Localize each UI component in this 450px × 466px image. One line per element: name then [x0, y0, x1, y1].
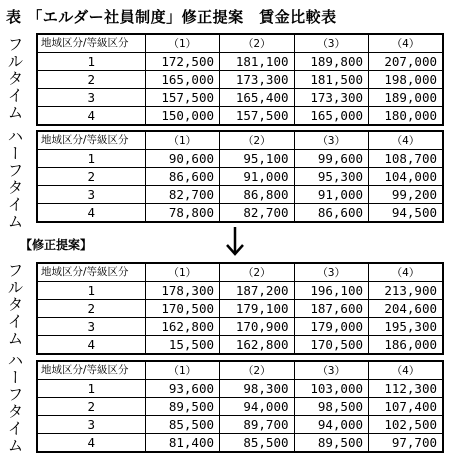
full-time-label-text: フルタイム — [5, 36, 24, 121]
wage-cell: 94,500 — [369, 204, 444, 223]
region-cell: 2 — [37, 168, 145, 186]
wage-cell: 180,000 — [369, 107, 444, 126]
corner-header: 地域区分/等級区分 — [37, 361, 145, 380]
wage-cell: 179,100 — [220, 300, 295, 318]
grade-header: （3） — [294, 34, 369, 53]
table-row — [37, 434, 443, 453]
table-row — [37, 150, 443, 168]
wage-cell: 173,300 — [294, 89, 369, 107]
full-time-label-text: フルタイム — [5, 262, 24, 347]
half-time-label-1 — [6, 128, 28, 230]
region-cell: 4 — [37, 204, 145, 223]
table-row — [37, 71, 443, 89]
wage-cell: 82,700 — [220, 204, 295, 223]
wage-cell: 98,500 — [294, 398, 369, 416]
wage-cell: 150,000 — [145, 107, 220, 126]
revised-proposal-label: 【修正提案】 — [20, 238, 93, 252]
table-header-row — [37, 131, 443, 150]
region-cell: 2 — [37, 71, 145, 89]
wage-cell: 157,500 — [220, 107, 295, 126]
table-row — [37, 398, 443, 416]
wage-cell: 187,200 — [220, 282, 295, 300]
grade-header: （3） — [294, 263, 369, 282]
wage-cell: 179,000 — [294, 318, 369, 336]
grade-header: （4） — [369, 361, 444, 380]
grade-header: （1） — [145, 361, 220, 380]
region-cell: 2 — [37, 300, 145, 318]
region-cell: 1 — [37, 53, 145, 71]
wage-cell: 103,000 — [294, 380, 369, 398]
wage-cell: 94,000 — [220, 398, 295, 416]
wage-cell: 162,800 — [220, 336, 295, 355]
wage-cell: 90,600 — [145, 150, 220, 168]
wage-cell: 91,000 — [220, 168, 295, 186]
grade-header: （2） — [220, 263, 295, 282]
wage-cell: 85,500 — [145, 416, 220, 434]
wage-cell: 173,300 — [220, 71, 295, 89]
half-time-label-text: ハーフタイム — [5, 352, 24, 454]
table-row — [37, 89, 443, 107]
table-row — [37, 282, 443, 300]
grade-header: （3） — [294, 131, 369, 150]
wage-cell: 207,000 — [369, 53, 444, 71]
wage-cell: 172,500 — [145, 53, 220, 71]
wage-table-half-time-revised — [36, 360, 444, 453]
wage-cell: 89,500 — [294, 434, 369, 453]
wage-cell: 195,300 — [369, 318, 444, 336]
region-cell: 3 — [37, 318, 145, 336]
wage-cell: 93,600 — [145, 380, 220, 398]
table-row — [37, 416, 443, 434]
wage-cell: 89,500 — [145, 398, 220, 416]
table-row — [37, 318, 443, 336]
wage-cell: 99,600 — [294, 150, 369, 168]
region-cell: 1 — [37, 380, 145, 398]
grade-header: （1） — [145, 263, 220, 282]
grade-header: （1） — [145, 131, 220, 150]
region-cell: 4 — [37, 434, 145, 453]
wage-cell: 108,700 — [369, 150, 444, 168]
wage-cell: 78,800 — [145, 204, 220, 223]
region-cell: 1 — [37, 150, 145, 168]
wage-cell: 189,800 — [294, 53, 369, 71]
wage-cell: 178,300 — [145, 282, 220, 300]
wage-cell: 198,000 — [369, 71, 444, 89]
table-header-row — [37, 263, 443, 282]
wage-cell: 86,600 — [294, 204, 369, 223]
half-time-label-text: ハーフタイム — [5, 128, 24, 230]
table-row — [37, 53, 443, 71]
table-row — [37, 336, 443, 355]
wage-cell: 15,500 — [145, 336, 220, 355]
wage-cell: 213,900 — [369, 282, 444, 300]
table-row — [37, 380, 443, 398]
wage-cell: 181,100 — [220, 53, 295, 71]
corner-header: 地域区分/等級区分 — [37, 34, 145, 53]
wage-cell: 170,500 — [145, 300, 220, 318]
wage-cell: 165,000 — [145, 71, 220, 89]
wage-cell: 98,300 — [220, 380, 295, 398]
wage-cell: 95,300 — [294, 168, 369, 186]
full-time-label-1 — [6, 36, 28, 121]
wage-cell: 99,200 — [369, 186, 444, 204]
full-time-label-2 — [6, 262, 28, 347]
wage-table-full-time-current — [36, 33, 444, 126]
wage-cell: 181,500 — [294, 71, 369, 89]
wage-cell: 86,800 — [220, 186, 295, 204]
document-title: 表 「エルダー社員制度」修正提案 賃金比較表 — [6, 8, 337, 26]
table-row — [37, 107, 443, 126]
region-cell: 4 — [37, 336, 145, 355]
table-row — [37, 204, 443, 223]
region-cell: 2 — [37, 398, 145, 416]
wage-table-half-time-current — [36, 130, 444, 223]
region-cell: 3 — [37, 416, 145, 434]
wage-cell: 162,800 — [145, 318, 220, 336]
wage-cell: 112,300 — [369, 380, 444, 398]
region-cell: 3 — [37, 89, 145, 107]
region-cell: 1 — [37, 282, 145, 300]
wage-cell: 170,500 — [294, 336, 369, 355]
wage-cell: 187,600 — [294, 300, 369, 318]
wage-cell: 196,100 — [294, 282, 369, 300]
wage-cell: 94,000 — [294, 416, 369, 434]
table-row — [37, 186, 443, 204]
wage-cell: 186,000 — [369, 336, 444, 355]
grade-header: （1） — [145, 34, 220, 53]
grade-header: （2） — [220, 34, 295, 53]
corner-header: 地域区分/等級区分 — [37, 131, 145, 150]
wage-cell: 165,000 — [294, 107, 369, 126]
wage-cell: 170,900 — [220, 318, 295, 336]
wage-cell: 157,500 — [145, 89, 220, 107]
wage-cell: 95,100 — [220, 150, 295, 168]
table-row — [37, 168, 443, 186]
grade-header: （3） — [294, 361, 369, 380]
grade-header: （4） — [369, 131, 444, 150]
table-header-row — [37, 361, 443, 380]
grade-header: （4） — [369, 263, 444, 282]
wage-cell: 86,600 — [145, 168, 220, 186]
table-header-row — [37, 34, 443, 53]
grade-header: （2） — [220, 131, 295, 150]
half-time-label-2 — [6, 352, 28, 454]
wage-cell: 189,000 — [369, 89, 444, 107]
wage-cell: 81,400 — [145, 434, 220, 453]
corner-header: 地域区分/等級区分 — [37, 263, 145, 282]
wage-cell: 104,000 — [369, 168, 444, 186]
down-arrow-icon — [224, 225, 246, 257]
wage-table-full-time-revised — [36, 262, 444, 355]
grade-header: （4） — [369, 34, 444, 53]
wage-cell: 204,600 — [369, 300, 444, 318]
grade-header: （2） — [220, 361, 295, 380]
wage-cell: 85,500 — [220, 434, 295, 453]
region-cell: 3 — [37, 186, 145, 204]
wage-cell: 82,700 — [145, 186, 220, 204]
table-row — [37, 300, 443, 318]
wage-cell: 89,700 — [220, 416, 295, 434]
wage-cell: 102,500 — [369, 416, 444, 434]
region-cell: 4 — [37, 107, 145, 126]
wage-cell: 91,000 — [294, 186, 369, 204]
wage-cell: 97,700 — [369, 434, 444, 453]
wage-cell: 107,400 — [369, 398, 444, 416]
wage-cell: 165,400 — [220, 89, 295, 107]
